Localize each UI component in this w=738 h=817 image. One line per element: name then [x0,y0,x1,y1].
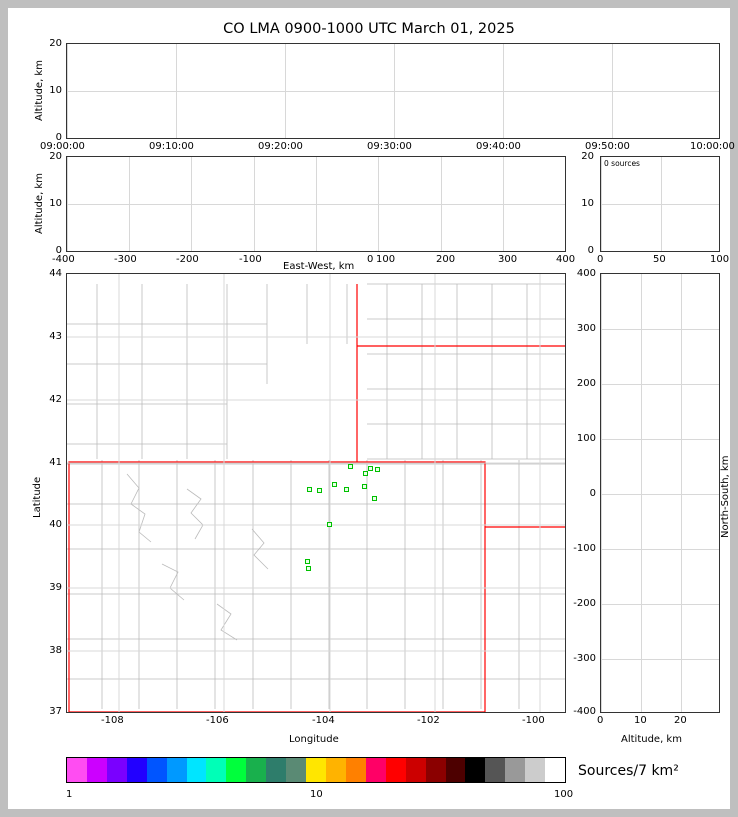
colorbar-tick-label: 10 [310,789,323,800]
gridline [67,157,68,251]
source-cell [348,464,353,469]
x-tick-label: 50 [653,254,666,265]
gridline [176,44,177,138]
y-tick-label: 20 [49,38,62,49]
x-tick-label: 0 [597,254,604,265]
panel-plan-view-map[interactable] [66,273,566,713]
colorbar-swatch-24 [545,758,565,782]
gridline [191,157,192,251]
y-tick-label: 44 [49,268,62,279]
x-tick-label: -108 [101,715,124,726]
y-tick-label: 10 [49,198,62,209]
source-count-annotation: 0 sources [604,159,640,168]
source-cell [307,487,312,492]
colorbar-swatch-6 [187,758,207,782]
gridline [285,44,286,138]
colorbar-swatch-20 [465,758,485,782]
figure-canvas [8,8,735,809]
x-tick-label: 0 [597,715,604,726]
x-tick-label: 300 [498,254,518,265]
y-tick-label: 10 [49,85,62,96]
gridline [601,604,719,605]
colorbar-swatch-0 [67,758,87,782]
source-cell [317,488,322,493]
x-tick-label: -102 [417,715,440,726]
y-tick-label: 100 [576,433,596,444]
colorbar-swatch-22 [505,758,525,782]
source-cell [362,484,367,489]
gridline [601,204,719,205]
y-axis-label: Altitude, km [34,60,45,121]
gridline [601,384,719,385]
source-cell [332,482,337,487]
gridline [601,549,719,550]
gridline [641,274,642,712]
x-tick-label: -100 [239,254,262,265]
colorbar[interactable] [66,757,566,783]
source-cell [375,467,380,472]
x-tick-label: 09:40:00 [476,141,521,152]
colorbar-swatch-11 [286,758,306,782]
gridline [601,659,719,660]
gridline [67,91,719,92]
colorbar-swatch-15 [366,758,386,782]
gridline [316,157,317,251]
x-tick-label: 20 [674,715,687,726]
x-tick-label: 400 [556,254,576,265]
gridline [441,157,442,251]
colorbar-swatch-21 [485,758,505,782]
y-tick-label: 43 [49,331,62,342]
gridline [601,494,719,495]
colorbar-swatch-13 [326,758,346,782]
x-tick-label: 10:00:00 [690,141,735,152]
y-tick-label: 300 [576,323,596,334]
y-tick-label: 0 [587,245,594,256]
x-axis-label: Longitude [289,734,339,745]
x-tick-label: 10 [634,715,647,726]
y-tick-label: 10 [581,198,594,209]
source-cell [363,471,368,476]
x-axis-label: Altitude, km [621,734,682,745]
source-cell [306,566,311,571]
colorbar-swatch-3 [127,758,147,782]
colorbar-swatch-12 [306,758,326,782]
y-tick-label: 20 [49,151,62,162]
y-tick-label: 38 [49,645,62,656]
colorbar-label: Sources/7 km² [578,763,679,779]
y-tick-label: 200 [576,378,596,389]
colorbar-swatch-2 [107,758,127,782]
y-tick-label: -400 [573,706,596,717]
x-tick-label: -100 [522,715,545,726]
x-axis-label: East-West, km [283,261,355,272]
colorbar-swatch-5 [167,758,187,782]
gridline [601,329,719,330]
x-tick-label: -200 [176,254,199,265]
gridline [601,274,602,712]
gridline [129,157,130,251]
y-axis-label: Altitude, km [34,173,45,234]
gridline [503,44,504,138]
x-tick-label: 100 [710,254,730,265]
y-tick-label: 39 [49,582,62,593]
colorbar-swatch-18 [426,758,446,782]
colorbar-swatch-4 [147,758,167,782]
panel-east-west-vs-altitude [66,156,566,252]
y-tick-label: 0 [55,132,62,143]
map-graphic [67,274,566,713]
gridline [681,274,682,712]
colorbar-tick-label: 100 [554,789,574,800]
panel-altitude-vs-north-south [600,273,720,713]
x-tick-label: -106 [206,715,229,726]
x-tick-label: 0 [367,254,374,265]
x-tick-label: -400 [52,254,75,265]
colorbar-swatch-23 [525,758,545,782]
x-tick-label: 09:30:00 [367,141,412,152]
colorbar-swatch-1 [87,758,107,782]
gridline [601,157,602,251]
y-axis-label: North-South, km [720,455,731,538]
colorbar-tick-label: 1 [66,789,73,800]
x-tick-label: 09:20:00 [258,141,303,152]
y-tick-label: 20 [581,151,594,162]
y-tick-label: 400 [576,268,596,279]
gridline [612,44,613,138]
y-tick-label: -300 [573,653,596,664]
gridline [378,157,379,251]
y-tick-label: -200 [573,598,596,609]
y-tick-label: 0 [55,245,62,256]
gridline [661,157,662,251]
colorbar-swatch-9 [246,758,266,782]
colorbar-swatch-8 [226,758,246,782]
y-tick-label: 0 [589,488,596,499]
x-tick-label: 09:50:00 [585,141,630,152]
panel-time-vs-altitude [66,43,720,139]
colorbar-swatch-7 [206,758,226,782]
panel-source-histogram [600,156,720,252]
colorbar-swatch-14 [346,758,366,782]
colorbar-swatch-19 [446,758,466,782]
x-tick-label: -300 [114,254,137,265]
y-tick-label: 37 [49,706,62,717]
y-tick-label: 40 [49,519,62,530]
y-tick-label: 41 [49,457,62,468]
source-cell [327,522,332,527]
x-tick-label: 100 [376,254,396,265]
y-tick-label: 42 [49,394,62,405]
source-cell [372,496,377,501]
y-tick-label: -100 [573,543,596,554]
y-axis-label: Latitude [32,476,43,518]
gridline [394,44,395,138]
gridline [601,439,719,440]
source-cell [344,487,349,492]
gridline [503,157,504,251]
gridline [254,157,255,251]
colorbar-swatch-10 [266,758,286,782]
x-tick-label: -104 [312,715,335,726]
source-cell [305,559,310,564]
colorbar-swatch-16 [386,758,406,782]
source-cell [368,466,373,471]
page-title: CO LMA 0900-1000 UTC March 01, 2025 [223,21,515,37]
x-tick-label: 09:10:00 [149,141,194,152]
x-tick-label: 200 [436,254,456,265]
x-tick-label: 09:00:00 [40,141,85,152]
gridline [67,44,68,138]
colorbar-swatch-17 [406,758,426,782]
